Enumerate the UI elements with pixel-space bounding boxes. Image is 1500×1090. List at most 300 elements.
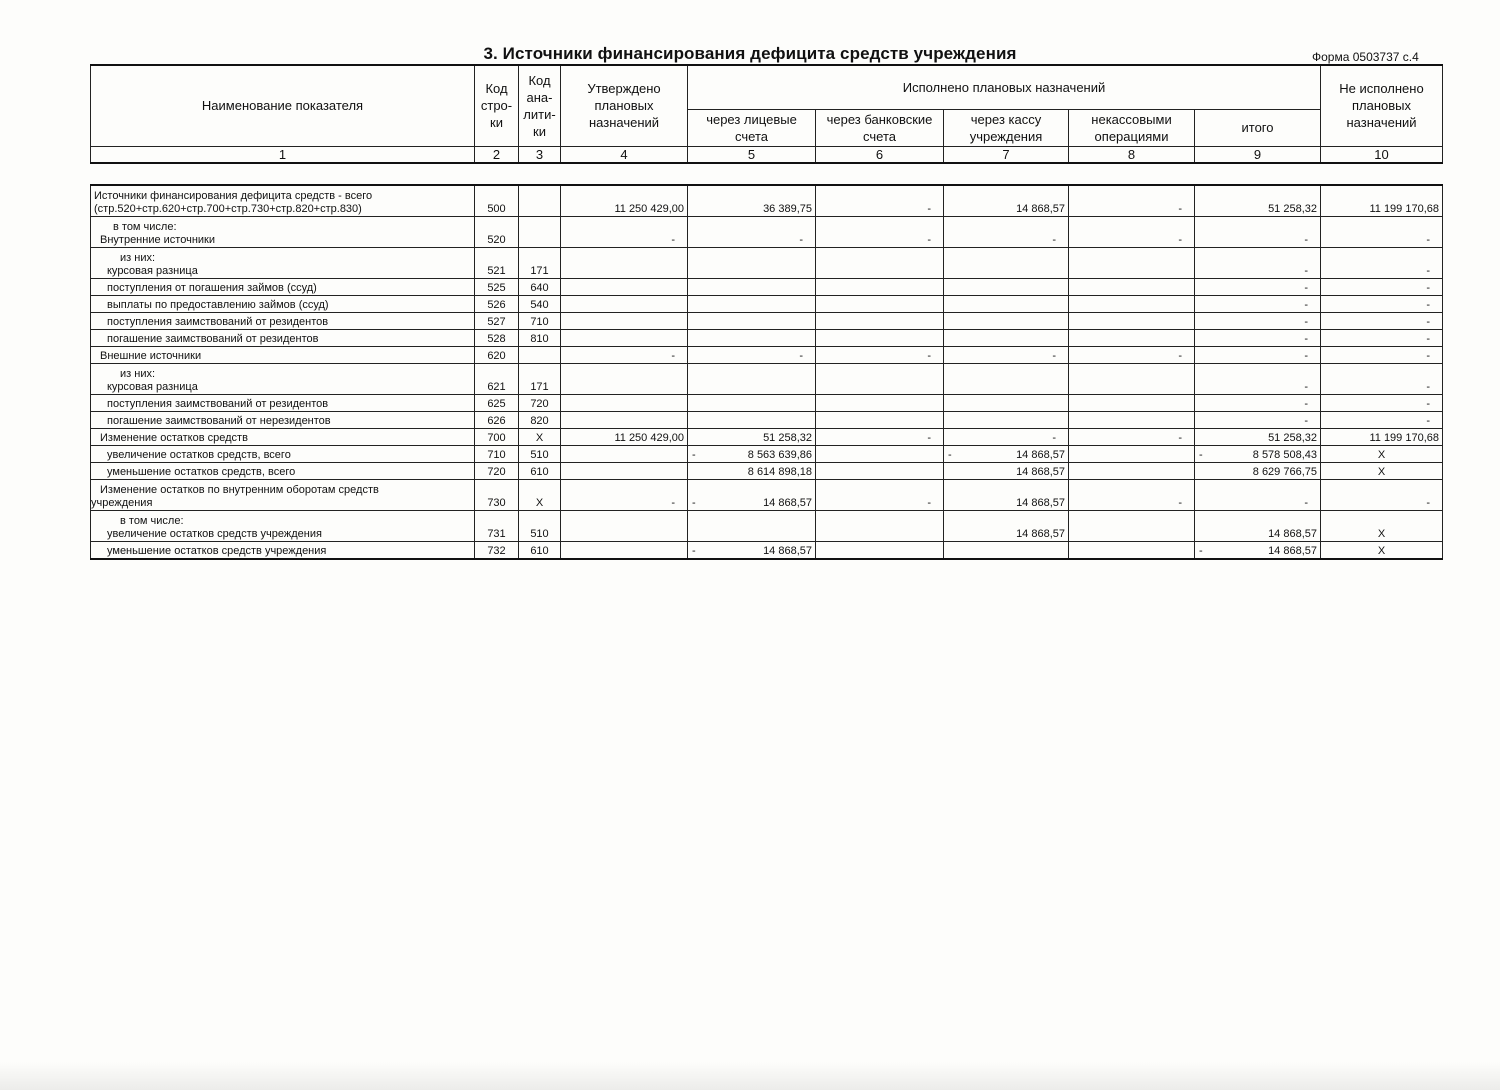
row-name: [91, 363, 475, 394]
cell-c6: [816, 411, 944, 428]
cell-c6: [816, 346, 944, 363]
table-row: [91, 216, 1443, 247]
cell-value: 14 868,57: [1268, 527, 1317, 540]
table-row: [91, 510, 1443, 541]
cell-c4: [561, 346, 688, 363]
cell-value: -: [671, 233, 675, 246]
cell-c9: [1195, 462, 1321, 479]
cell-value: 14 868,57: [763, 496, 812, 509]
cell-c4: [561, 216, 688, 247]
cell-c5: [688, 295, 816, 312]
col-number: 3: [519, 146, 561, 163]
cell-c4: [561, 247, 688, 278]
row-code: 520: [475, 216, 519, 247]
analytic-code: 710: [519, 312, 561, 329]
row-name-prefix: в том числе:: [120, 514, 184, 527]
row-name: [91, 185, 475, 217]
cell-value: -: [1178, 202, 1182, 215]
cell-c8: [1069, 363, 1195, 394]
header-executed: Исполнено плановых назначений: [688, 65, 1321, 109]
cell-c7: [944, 278, 1069, 295]
row-name-prefix: из них:: [120, 251, 156, 264]
cell-c8: [1069, 247, 1195, 278]
analytic-code: 510: [519, 510, 561, 541]
cell-c10: [1321, 363, 1443, 394]
cell-value: -: [1052, 233, 1056, 246]
cell-value: 8 614 898,18: [747, 465, 812, 478]
row-code: 500: [475, 185, 519, 217]
cell-c9: [1195, 185, 1321, 217]
cell-value: -: [1304, 315, 1308, 328]
cell-value: -: [1426, 496, 1430, 509]
cell-c5: [688, 329, 816, 346]
cell-c6: [816, 312, 944, 329]
cell-value: 36 389,75: [763, 202, 812, 215]
cell-c6: [816, 541, 944, 559]
analytic-code: 640: [519, 278, 561, 295]
analytic-code: 171: [519, 247, 561, 278]
row-name-text: уменьшение остатков средств, всего: [107, 465, 296, 478]
cell-c6: [816, 329, 944, 346]
cell-value: -: [1178, 349, 1182, 362]
cell-c9: [1195, 247, 1321, 278]
row-name-text: погашение заимствований от нерезидентов: [107, 414, 331, 427]
cell-value: X: [1377, 544, 1386, 557]
cell-c5: [688, 216, 816, 247]
cell-c5: [688, 346, 816, 363]
row-code: 521: [475, 247, 519, 278]
table-row: [91, 394, 1443, 411]
cell-c6: [816, 363, 944, 394]
cell-value: -: [1426, 349, 1430, 362]
cell-c9: [1195, 312, 1321, 329]
cell-value: 8 563 639,86: [747, 448, 812, 461]
row-code: 528: [475, 329, 519, 346]
row-code: 525: [475, 278, 519, 295]
cell-value: X: [1377, 527, 1386, 540]
cell-c8: [1069, 295, 1195, 312]
cell-value: -: [799, 233, 803, 246]
cell-value: -: [927, 431, 931, 444]
row-name-text: курсовая разница: [107, 264, 198, 277]
col-number: 8: [1069, 146, 1195, 163]
cell-c8: [1069, 185, 1195, 217]
cell-c8: [1069, 445, 1195, 462]
analytic-code: [519, 216, 561, 247]
cell-value: 14 868,57: [1268, 544, 1317, 557]
cell-c8: [1069, 346, 1195, 363]
cell-c9: [1195, 445, 1321, 462]
row-name-text: курсовая разница: [107, 380, 198, 393]
page-edge: [0, 1062, 1500, 1090]
row-name-text: Изменение остатков средств: [100, 431, 248, 444]
cell-c9: [1195, 394, 1321, 411]
cell-c6: [816, 428, 944, 445]
minus-sign: -: [1199, 448, 1203, 461]
cell-c5: [688, 510, 816, 541]
cell-value: 51 258,32: [1268, 431, 1317, 444]
cell-c5: [688, 312, 816, 329]
row-name: [91, 428, 475, 445]
cell-c7: [944, 428, 1069, 445]
cell-value: -: [927, 349, 931, 362]
cell-c6: [816, 278, 944, 295]
cell-c4: [561, 312, 688, 329]
cell-c8: [1069, 329, 1195, 346]
cell-c10: [1321, 510, 1443, 541]
cell-value: -: [1426, 233, 1430, 246]
header-via-bank: через банковские счета: [816, 109, 944, 146]
row-name-text: увеличение остатков средств, всего: [107, 448, 291, 461]
cell-c7: [944, 411, 1069, 428]
cell-value: -: [1304, 233, 1308, 246]
cell-c4: [561, 411, 688, 428]
table-row: [91, 428, 1443, 445]
row-name: [91, 329, 475, 346]
cell-c6: [816, 247, 944, 278]
row-name: [91, 247, 475, 278]
cell-c8: [1069, 312, 1195, 329]
row-name: [91, 462, 475, 479]
col-number: 6: [816, 146, 944, 163]
header-row-code: Код стро-ки: [475, 65, 519, 146]
cell-c6: [816, 462, 944, 479]
form-code: Форма 0503737 с.4: [1312, 50, 1419, 64]
cell-c10: [1321, 185, 1443, 217]
cell-c10: [1321, 295, 1443, 312]
row-name-text: поступления заимствований от резидентов: [107, 397, 329, 410]
cell-c8: [1069, 541, 1195, 559]
cell-value: -: [1426, 264, 1430, 277]
cell-value: 8 578 508,43: [1252, 448, 1317, 461]
cell-value: -: [671, 349, 675, 362]
cell-value: 14 868,57: [1016, 202, 1065, 215]
cell-value: 14 868,57: [1016, 527, 1065, 540]
row-name-text: выплаты по предоставлению займов (ссуд): [107, 298, 329, 311]
row-code: 626: [475, 411, 519, 428]
cell-c4: [561, 363, 688, 394]
cell-value: -: [1304, 380, 1308, 393]
cell-c5: [688, 247, 816, 278]
header-via-cash: через кассу учреждения: [944, 109, 1069, 146]
cell-c10: [1321, 428, 1443, 445]
row-name: [91, 216, 475, 247]
cell-c5: [688, 445, 816, 462]
table-row: [91, 363, 1443, 394]
cell-c8: [1069, 428, 1195, 445]
cell-c10: [1321, 479, 1443, 510]
row-code: 700: [475, 428, 519, 445]
cell-c9: [1195, 510, 1321, 541]
row-name: [91, 295, 475, 312]
row-name-prefix: в том числе:: [113, 220, 177, 233]
cell-value: -: [1304, 397, 1308, 410]
table-row: [91, 295, 1443, 312]
cell-c6: [816, 185, 944, 217]
cell-c4: [561, 541, 688, 559]
cell-c5: [688, 278, 816, 295]
cell-value: X: [1377, 465, 1386, 478]
cell-c9: [1195, 329, 1321, 346]
analytic-code: X: [519, 479, 561, 510]
row-name-prefix: из них:: [120, 367, 156, 380]
cell-c8: [1069, 394, 1195, 411]
cell-value: 51 258,32: [763, 431, 812, 444]
row-name-text: погашение заимствований от резидентов: [107, 332, 319, 345]
col-number: 7: [944, 146, 1069, 163]
cell-c9: [1195, 278, 1321, 295]
cell-c8: [1069, 510, 1195, 541]
col-number: 2: [475, 146, 519, 163]
row-name: [91, 278, 475, 295]
table-row: [91, 541, 1443, 559]
header-via-personal: через лицевые счета: [688, 109, 816, 146]
analytic-code: [519, 185, 561, 217]
cell-value: -: [927, 202, 931, 215]
table-row: [91, 329, 1443, 346]
cell-value: -: [799, 349, 803, 362]
row-name: [91, 411, 475, 428]
cell-c4: [561, 394, 688, 411]
row-name: [91, 479, 475, 510]
cell-c10: [1321, 216, 1443, 247]
row-name-text: увеличение остатков средств учреждения: [107, 527, 322, 540]
cell-c5: [688, 428, 816, 445]
cell-c7: [944, 216, 1069, 247]
cell-c10: [1321, 247, 1443, 278]
header-analytic-code: Код ана-лити-ки: [519, 65, 561, 146]
cell-c7: [944, 247, 1069, 278]
row-name: [91, 312, 475, 329]
row-code: 731: [475, 510, 519, 541]
row-name-text: поступления от погашения займов (ссуд): [107, 281, 317, 294]
cell-value: -: [1426, 414, 1430, 427]
minus-sign: -: [692, 544, 696, 557]
cell-c6: [816, 394, 944, 411]
cell-value: -: [927, 233, 931, 246]
cell-value: 14 868,57: [1016, 496, 1065, 509]
row-code: 621: [475, 363, 519, 394]
cell-c7: [944, 185, 1069, 217]
cell-value: 11 199 170,68: [1369, 202, 1439, 215]
cell-c4: [561, 329, 688, 346]
cell-value: -: [1426, 397, 1430, 410]
row-code: 527: [475, 312, 519, 329]
table-row: [91, 462, 1443, 479]
cell-c10: [1321, 394, 1443, 411]
cell-c4: [561, 510, 688, 541]
cell-value: -: [671, 496, 675, 509]
cell-c7: [944, 394, 1069, 411]
cell-c8: [1069, 216, 1195, 247]
cell-c9: [1195, 411, 1321, 428]
cell-c6: [816, 216, 944, 247]
row-name-prefix: Изменение остатков по внутренним оборотам средств: [100, 483, 379, 496]
cell-value: -: [1426, 380, 1430, 393]
cell-c7: [944, 445, 1069, 462]
row-name-text: Внутренние источники: [100, 233, 215, 246]
cell-c6: [816, 295, 944, 312]
cell-c7: [944, 295, 1069, 312]
cell-value: -: [1178, 431, 1182, 444]
cell-value: -: [1052, 349, 1056, 362]
page-title: 3. Источники финансирования дефицита средств учреждения: [483, 44, 1017, 63]
analytic-code: 810: [519, 329, 561, 346]
row-code: 710: [475, 445, 519, 462]
cell-c5: [688, 541, 816, 559]
cell-c5: [688, 479, 816, 510]
minus-sign: -: [692, 448, 696, 461]
table-body: [91, 185, 1443, 559]
analytic-code: [519, 346, 561, 363]
minus-sign: -: [692, 496, 696, 509]
cell-c8: [1069, 411, 1195, 428]
cell-c8: [1069, 278, 1195, 295]
cell-c7: [944, 462, 1069, 479]
cell-value: -: [1426, 315, 1430, 328]
table-row: [91, 445, 1443, 462]
cell-c10: [1321, 312, 1443, 329]
row-name-text: поступления заимствований от резидентов: [107, 315, 329, 328]
header-not-executed: Не исполнено плановых назначений: [1321, 65, 1443, 146]
cell-c4: [561, 462, 688, 479]
cell-c7: [944, 329, 1069, 346]
col-number: 4: [561, 146, 688, 163]
col-number: 1: [91, 146, 475, 163]
cell-c7: [944, 479, 1069, 510]
cell-c7: [944, 312, 1069, 329]
cell-c6: [816, 510, 944, 541]
header-total: итого: [1195, 109, 1321, 146]
row-name: [91, 346, 475, 363]
cell-value: 11 250 429,00: [614, 202, 684, 215]
analytic-code: 540: [519, 295, 561, 312]
table-row: [91, 312, 1443, 329]
cell-value: -: [1426, 281, 1430, 294]
header-noncash: некассовыми операциями: [1069, 109, 1195, 146]
cell-value: -: [1178, 496, 1182, 509]
cell-c9: [1195, 216, 1321, 247]
cell-c5: [688, 185, 816, 217]
table-row: [91, 278, 1443, 295]
row-name: [91, 394, 475, 411]
header-name: Наименование показателя: [91, 65, 475, 146]
cell-value: -: [1304, 281, 1308, 294]
cell-c9: [1195, 363, 1321, 394]
financing-sources-table: [90, 64, 1443, 560]
cell-value: -: [1304, 349, 1308, 362]
cell-value: -: [1304, 298, 1308, 311]
cell-value: -: [1304, 264, 1308, 277]
col-number: 9: [1195, 146, 1321, 163]
analytic-code: 720: [519, 394, 561, 411]
cell-c5: [688, 394, 816, 411]
cell-c8: [1069, 479, 1195, 510]
col-number: 5: [688, 146, 816, 163]
cell-c9: [1195, 541, 1321, 559]
cell-c5: [688, 462, 816, 479]
row-name: [91, 445, 475, 462]
cell-c7: [944, 346, 1069, 363]
col-number: 10: [1321, 146, 1443, 163]
cell-c10: [1321, 462, 1443, 479]
cell-c9: [1195, 479, 1321, 510]
row-name: [91, 510, 475, 541]
row-code: 625: [475, 394, 519, 411]
analytic-code: X: [519, 428, 561, 445]
cell-c4: [561, 185, 688, 217]
cell-c10: [1321, 445, 1443, 462]
cell-value: 14 868,57: [1016, 448, 1065, 461]
cell-value: -: [1052, 431, 1056, 444]
cell-c9: [1195, 428, 1321, 445]
header-approved: Утверждено плановых назначений: [561, 65, 688, 146]
cell-c4: [561, 479, 688, 510]
cell-value: -: [1304, 332, 1308, 345]
cell-value: -: [1304, 496, 1308, 509]
cell-c10: [1321, 329, 1443, 346]
cell-value: 11 250 429,00: [614, 431, 684, 444]
cell-c10: [1321, 346, 1443, 363]
analytic-code: 171: [519, 363, 561, 394]
minus-sign: -: [948, 448, 952, 461]
cell-value: X: [1377, 448, 1386, 461]
table-row: [91, 185, 1443, 217]
cell-c8: [1069, 462, 1195, 479]
table-row: [91, 346, 1443, 363]
row-name-text: Внешние источники: [100, 349, 202, 362]
cell-value: 51 258,32: [1268, 202, 1317, 215]
minus-sign: -: [1199, 544, 1203, 557]
row-name: [91, 541, 475, 559]
cell-c7: [944, 363, 1069, 394]
cell-c9: [1195, 295, 1321, 312]
cell-value: -: [1304, 414, 1308, 427]
row-code: 730: [475, 479, 519, 510]
cell-value: -: [1426, 298, 1430, 311]
cell-c4: [561, 428, 688, 445]
table-row: [91, 411, 1443, 428]
cell-c10: [1321, 411, 1443, 428]
row-code: 620: [475, 346, 519, 363]
cell-c4: [561, 445, 688, 462]
cell-value: 14 868,57: [1016, 465, 1065, 478]
cell-c6: [816, 479, 944, 510]
analytic-code: 820: [519, 411, 561, 428]
cell-c4: [561, 295, 688, 312]
table-row: [91, 247, 1443, 278]
analytic-code: 610: [519, 541, 561, 559]
cell-value: -: [1426, 332, 1430, 345]
cell-c5: [688, 363, 816, 394]
cell-c10: [1321, 278, 1443, 295]
cell-value: -: [1178, 233, 1182, 246]
cell-value: -: [927, 496, 931, 509]
cell-c9: [1195, 346, 1321, 363]
cell-value: 14 868,57: [763, 544, 812, 557]
analytic-code: 510: [519, 445, 561, 462]
row-name-text: уменьшение остатков средств учреждения: [107, 544, 327, 557]
cell-c6: [816, 445, 944, 462]
row-name-prefix: Источники финансирования дефицита средств - всего: [94, 189, 373, 202]
row-name-text: учреждения: [91, 496, 153, 509]
cell-c10: [1321, 541, 1443, 559]
row-code: 526: [475, 295, 519, 312]
row-code: 720: [475, 462, 519, 479]
cell-c4: [561, 278, 688, 295]
cell-c7: [944, 541, 1069, 559]
cell-value: 8 629 766,75: [1252, 465, 1317, 478]
